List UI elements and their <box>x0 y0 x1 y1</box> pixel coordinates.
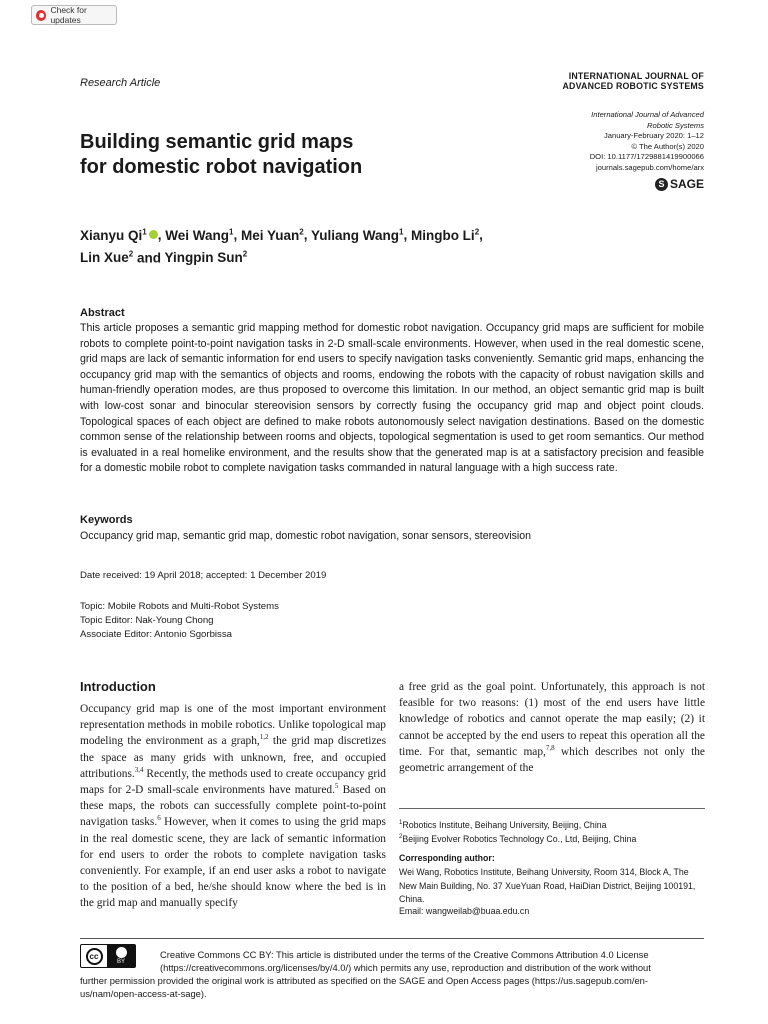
affiliation-divider <box>399 808 705 809</box>
abstract-text: This article proposes a semantic grid mapping method for domestic robot navigation. Occupancy grid maps are sufficient for mobile robots to complete point-to-point navigation tasks in 2-D small-scale environments. However, when used in the real domestic scene, grid maps are lack of semantic information for end users to specify navigation tasks conveniently. Semantic grid maps, enhancing the occupancy grid map with the semantics of objects and rooms, endowing the robots with the capacity of robust navigation skills and human-friendly operation modes, are thus proposed to overcome this limitation. In our method, an object semantic grid map is built with low-cost sonar and binocular stereovision sensors by correctly fusing the occupancy grid map and object point clouds. Topological spaces of each object are defined to make robots autonomously select navigation destinations. Based on the domestic common sense of the relationship between rooms and objects, topological segmentation is used to get room semantics. Our method is evaluated in a real homelike environment, and the results show that the generated map is at a satisfactory precision and feasible for a domestic mobile robot to complete navigation tasks commanded in natural language with a high success rate. <box>80 322 704 475</box>
cc-by-logo[interactable] <box>80 944 136 968</box>
corresponding-heading: Corresponding author: <box>399 853 495 863</box>
paper-title <box>80 130 460 179</box>
author[interactable]: Mei Yuan$^2$ <box>240 227 304 243</box>
meta-doi[interactable]: DOI: 10.1177/1729881419900066 <box>589 152 704 161</box>
affiliation-item: $^2$Beijing Evolver Robotics Technology Co., Ltd, Beijing, China <box>399 834 637 845</box>
citation[interactable]: 3,4 <box>134 766 144 775</box>
topic: Topic: Mobile Robots and Multi-Robot Systems <box>80 601 279 612</box>
author[interactable]: Mingbo Li$^2$ <box>410 227 480 243</box>
keywords-heading: Keywords <box>80 514 133 526</box>
journal-name-line2: ADVANCED ROBOTIC SYSTEMS <box>562 81 704 91</box>
author[interactable]: Wei Wang$^1$ <box>165 227 234 243</box>
abstract-heading: Abstract <box>80 307 125 319</box>
intro-right-column: a free grid as the goal point. Unfortunately, this approach is not feasible for two reasons: (1) most of the end users have little knowledge of robotics and cannot operate the map easily; (2) it cannot be accepted by the end users to repeat this operation all the time. For that, semantic map,$^{7,8}$ which describes not only the geometric arrangement of the <box>399 681 705 775</box>
meta-journal2: Robotic Systems <box>647 120 704 130</box>
check-for-updates-label: Check for updates <box>50 5 87 25</box>
footer-divider <box>80 938 704 939</box>
journal-name-line1: INTERNATIONAL JOURNAL OF <box>568 71 704 81</box>
by-label: BY <box>116 959 125 965</box>
corresponding-email[interactable]: Email: wangweilab@buaa.edu.cn <box>399 906 530 916</box>
publisher-label: SAGE <box>669 177 704 191</box>
check-for-updates-badge[interactable] <box>31 5 117 25</box>
cc-icon: cc <box>86 948 103 965</box>
meta-copyright: © The Author(s) 2020 <box>631 141 704 151</box>
meta-journal1: International Journal of Advanced <box>591 110 704 119</box>
corresponding-text: Wei Wang, Robotics Institute, Beihang University, Room 314, Block A, The New Main Building, No. 37 XueYuan Road, HaiDian District, Beijing 100191, China. <box>399 867 696 904</box>
author-list: Xianyu Qi$^1$ , Wei Wang$^1$, Mei Yuan$^2$, Yuliang Wang$^1$, Mingbo Li$^2$, Lin Xue$^2$ and Yingpin Sun$^2$ <box>80 227 483 265</box>
citation[interactable]: 1,2 <box>259 733 269 742</box>
publisher-logo <box>655 177 704 191</box>
meta-issue: January-February 2020: 1–12 <box>603 131 704 140</box>
citation[interactable]: 5 <box>334 782 339 791</box>
title-line2: for domestic robot navigation <box>80 155 363 178</box>
introduction-heading: Introduction <box>80 679 156 694</box>
meta-url[interactable]: journals.sagepub.com/home/arx <box>595 162 704 172</box>
author[interactable]: Yingpin Sun$^2$ <box>164 249 248 265</box>
topic-editor: Topic Editor: Nak-Young Chong <box>80 615 214 626</box>
author[interactable]: Xianyu Qi$^1$ <box>80 227 147 243</box>
associate-editor: Associate Editor: Antonio Sgorbissa <box>80 629 232 640</box>
citation[interactable]: 7,8 <box>545 744 555 753</box>
journal-name <box>563 71 705 91</box>
author[interactable]: Yuliang Wang$^1$ <box>310 227 404 243</box>
by-person-icon <box>116 947 127 958</box>
received-dates: Date received: 19 April 2018; accepted: 1 December 2019 <box>80 570 327 581</box>
keywords-text: Occupancy grid map, semantic grid map, domestic robot navigation, sonar sensors, stereovision <box>80 530 532 542</box>
title-line1: Building semantic grid maps <box>80 131 354 153</box>
journal-meta <box>590 110 704 173</box>
author[interactable]: Lin Xue$^2$ <box>80 249 134 265</box>
orcid-icon[interactable] <box>149 230 158 239</box>
affiliation-item: $^1$Robotics Institute, Beihang University, Beijing, China <box>399 819 607 830</box>
article-type: Research Article <box>80 77 161 89</box>
update-icon <box>36 10 46 21</box>
intro-left-column: Occupancy grid map is one of the most important environment representation methods in mobile robotics. Unlike topological map modeling the environment as a graph,$^{1,2}$ the grid map discretizes the space as many grids with unknown, free, and occupied attributions.$^{3,4}$ Recently, the methods used to create occupancy grid maps for 2-D small-scale environments have matured.$^5$ Based on these maps, the robots can successfully complete point-to-point navigation tasks.$^6$ However, when it comes to using the grid maps in the real domestic scene, they are lack of semantic information for end users to order the robots to complete navigation tasks conveniently. For example, if an end user asks a robot to navigate to the position of a bed, he/she should know where the bed is in the grid map and manually specify <box>80 703 386 910</box>
topic-info <box>80 600 279 642</box>
license-text-line2: further permission provided the original work is attributed as specified on the SAGE and Open Access pages (https://us.sagepub.com/en-us/nam/open-access-at-sage). <box>80 975 649 999</box>
citation[interactable]: 6 <box>157 814 161 823</box>
license-text-line1: Creative Commons CC BY: This article is distributed under the terms of the Creative Commons Attribution 4.0 License (https://creativecommons.org/licenses/by/4.0/) which permits any use, reproduction and distribution of the work without <box>160 949 651 973</box>
sage-icon: S <box>655 178 668 191</box>
affiliations <box>399 817 705 846</box>
